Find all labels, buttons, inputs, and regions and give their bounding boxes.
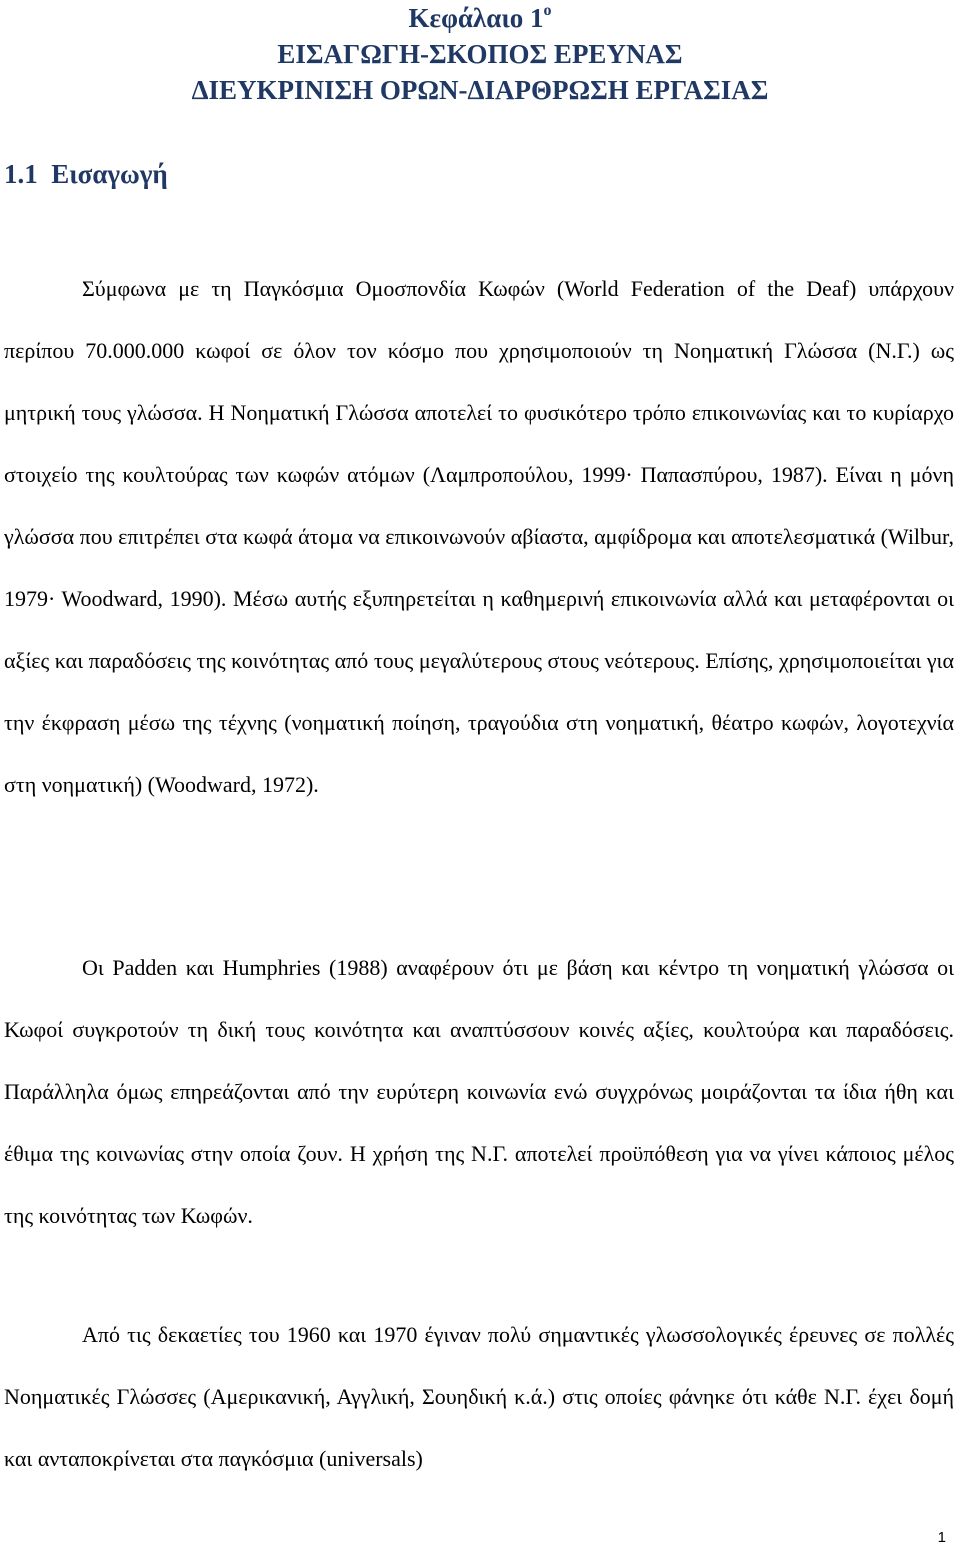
paragraph-1 (4, 258, 954, 816)
paragraph-3-text: Από τις δεκαετίες του 1960 και 1970 έγιναν πολύ σημαντικές γλωσσολογικές έρευνες σε πολλές Νοηματικές Γλώσσες (Αμερικανική, Αγγλική, Σουηδική κ.ά.) στις οποίες φάνηκε ότι κάθε Ν.Γ. έχει δομή και ανταποκρίνεται στα παγκόσμια (universals) (4, 1322, 954, 1471)
paragraph-2-text: Οι Padden και Humphries (1988) αναφέρουν ότι με βάση και κέντρο τη νοηματική γλώσσα οι Κωφοί συγκροτούν τη δική τους κοινότητα και αναπτύσσουν κοινές αξίες, κουλτούρα και παραδόσεις. Παράλληλα όμως επηρεάζονται από την ευρύτερη κοινωνία ενώ συγχρόνως μοιράζονται τα ίδια ήθη και έθιμα της κοινωνίας στην οποία ζουν. Η χρήση της Ν.Γ. αποτελεί προϋπόθεση για να γίνει κάποιος μέλος της κοινότητας των Κωφών. (4, 955, 954, 1228)
chapter-number-text: Κεφάλαιο 1 (408, 3, 544, 33)
chapter-heading (0, 0, 960, 108)
chapter-title-line-2: ΔΙΕΥΚΡΙΝΙΣΗ ΟΡΩΝ-ΔΙΑΡΘΡΩΣΗ ΕΡΓΑΣΙΑΣ (191, 75, 769, 105)
chapter-title-line-1: ΕΙΣΑΓΩΓΗ-ΣΚΟΠΟΣ ΕΡΕΥΝΑΣ (277, 39, 683, 69)
page-number: 1 (937, 1529, 946, 1546)
paragraph-2 (4, 937, 954, 1247)
chapter-number-ordinal: ο (543, 2, 552, 19)
section-title: 1.1 Εισαγωγή (4, 159, 168, 189)
paragraph-1-text: Σύμφωνα με τη Παγκόσμια Ομοσπονδία Κωφών (World Federation of the Deaf) υπάρχουν περίπου 70.000.000 κωφοί σε όλον τον κόσμο που χρησιμοποιούν τη Νοηματική Γλώσσα (Ν.Γ.) ως μητρική τους γλώσσα. Η Νοηματική Γλώσσα αποτελεί το φυσικότερο τρόπο επικοινωνίας και το κυρίαρχο στοιχείο της κουλτούρας των κωφών ατόμων (Λαμπροπούλου, 1999· Παπασπύρου, 1987). Είναι η μόνη γλώσσα που επιτρέπει στα κωφά άτομα να επικοινωνούν αβίαστα, αμφίδρομα και αποτελεσματικά (Wilbur, 1979· Woodward, 1990). Μέσω αυτής εξυπηρετείται η καθημερινή επικοινωνία αλλά και μεταφέρονται οι αξίες και παραδόσεις της κοινότητας από τους μεγαλύτερους στους νεότερους. Επίσης, χρησιμοποιείται για την έκφραση μέσω της τέχνης (νοηματική ποίηση, τραγούδια στη νοηματική, θέατρο κωφών, λογοτεχνία στη νοηματική) (Woodward, 1972). (4, 276, 954, 797)
paragraph-3 (4, 1304, 954, 1490)
chapter-number (0, 0, 960, 36)
